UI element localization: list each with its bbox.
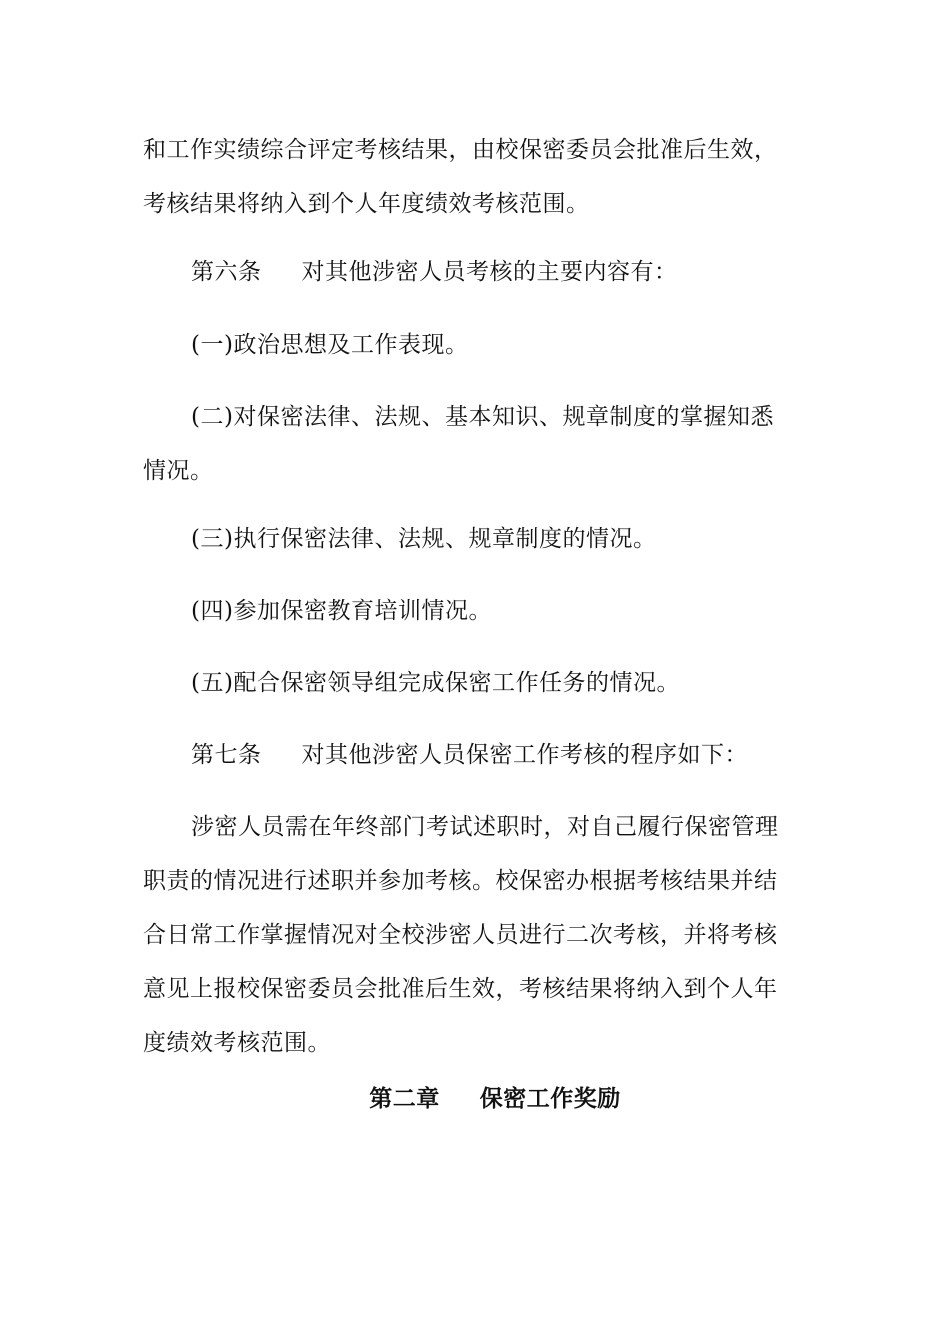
article-six-label: 第六条	[191, 259, 262, 285]
article-seven	[143, 728, 795, 782]
article-seven-label: 第七条	[191, 742, 262, 768]
chapter-label: 第二章	[369, 1085, 440, 1112]
paragraph-procedure: 涉密人员需在年终部门考试述职时，对自己履行保密管理职责的情况进行述职并参加考核。校保密办根据考核结果并结合日常工作掌握情况对全校涉密人员进行二次考核，并将考核意见上报校保密委员会批准后生效，考核结果将纳入到个人年度绩效考核范围。	[143, 814, 779, 1056]
article-six	[143, 245, 795, 299]
chapter-title: 保密工作奖励	[479, 1085, 621, 1112]
article-six-text: 对其他涉密人员考核的主要内容有：	[301, 259, 678, 285]
chapter-heading	[143, 1072, 847, 1126]
list-item-3: (三)执行保密法律、法规、规章制度的情况。	[191, 526, 657, 552]
list-item-1: (一)政治思想及工作表现。	[191, 332, 469, 358]
paragraph-continuation: 和工作实绩综合评定考核结果，由校保密委员会批准后生效，考核结果将纳入到个人年度绩效考核范围。	[143, 137, 778, 217]
article-seven-text: 对其他涉密人员保密工作考核的程序如下：	[301, 742, 748, 768]
list-item-2: (二)对保密法律、法规、基本知识、规章制度的掌握知悉情况。	[143, 404, 774, 484]
list-item-4: (四)参加保密教育培训情况。	[191, 598, 492, 624]
list-item-5: (五)配合保密领导组完成保密工作任务的情况。	[191, 670, 680, 696]
